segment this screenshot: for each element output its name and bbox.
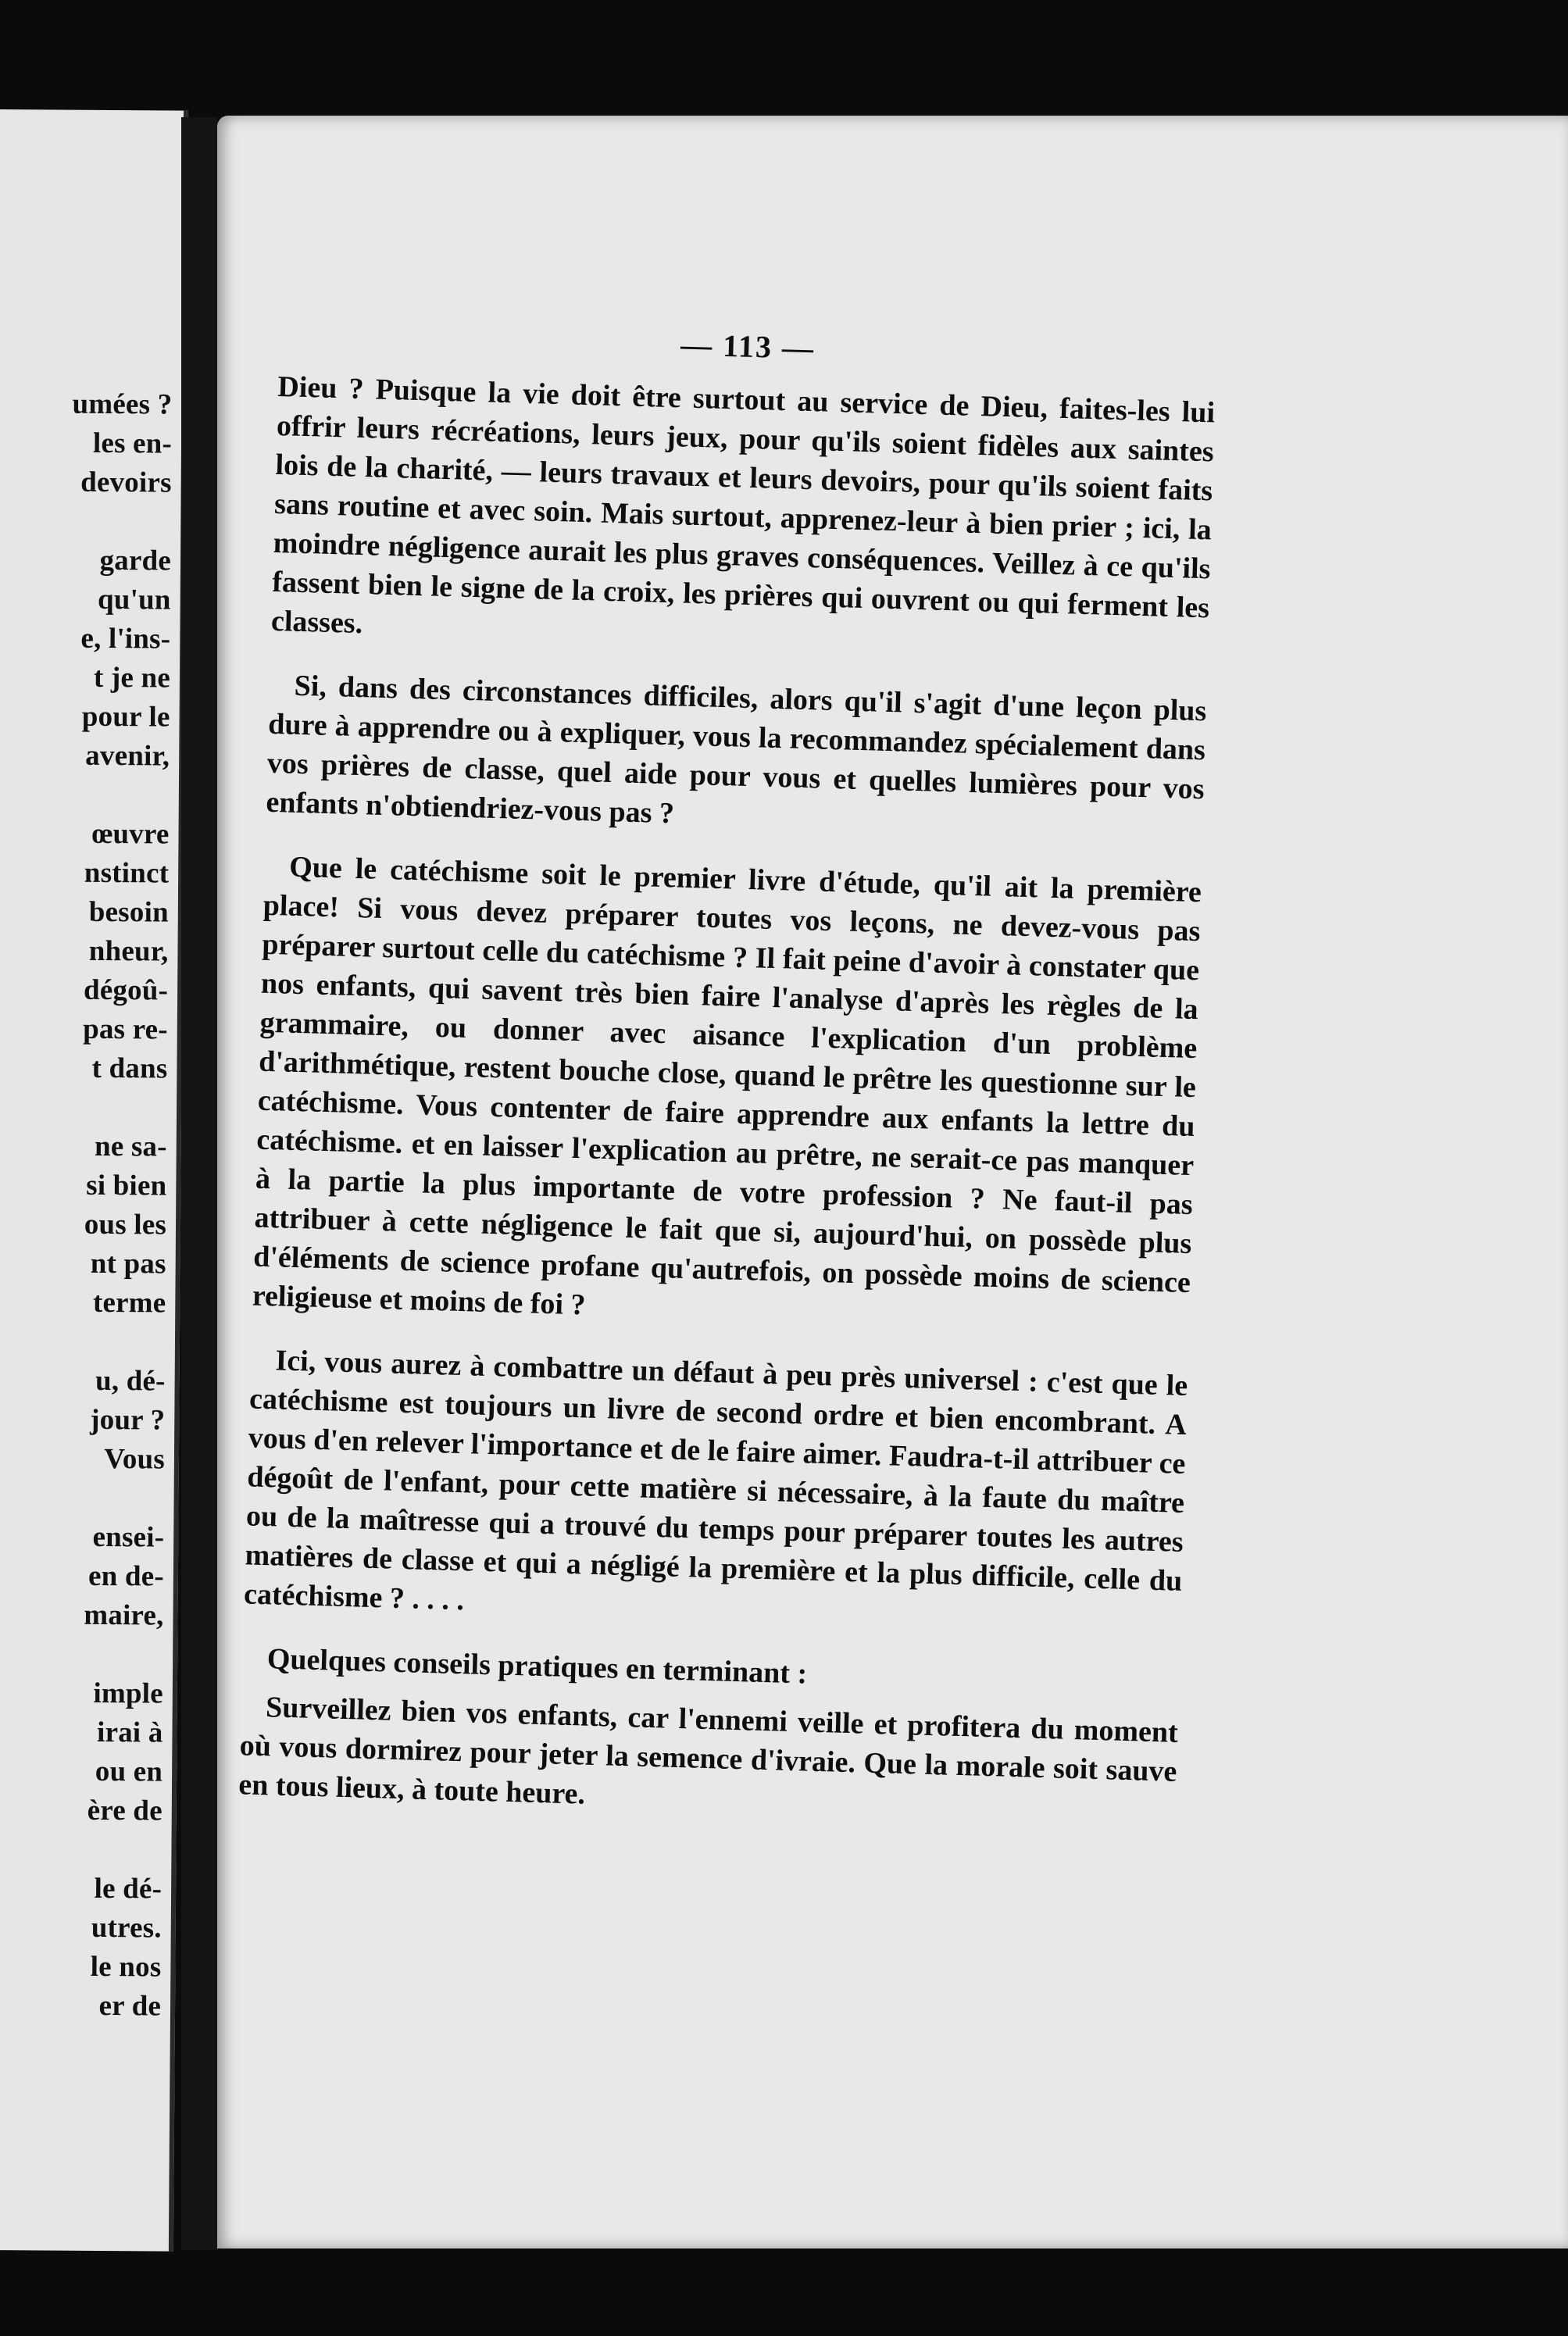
page-number: — 113 — (680, 327, 816, 366)
left-line: u, dé- (95, 1364, 166, 1398)
paragraph: Surveillez bien vos enfants, car l'ennemi veille et profitera du moment où vous dormirez pour jeter la semence d'ivraie. Que la morale soit sauve en tous lieux, à toute heure. (238, 1691, 1179, 1811)
page-content (238, 315, 1217, 1856)
left-line: Vous (104, 1442, 166, 1476)
left-line: dégoû- (83, 973, 169, 1007)
left-line: pas re- (83, 1013, 168, 1046)
left-line: ère de (87, 1794, 163, 1827)
book-gutter (181, 117, 217, 2250)
left-line: pour le (81, 700, 170, 734)
left-line: maire, (84, 1598, 164, 1632)
left-line: jour ? (90, 1403, 166, 1437)
left-line: nt pas (90, 1247, 166, 1281)
left-line (0, 1088, 167, 1128)
left-line: ne sa- (94, 1130, 167, 1163)
left-line: terme (92, 1286, 166, 1320)
left-line: nheur, (88, 934, 169, 968)
left-line: ou en (95, 1755, 163, 1788)
left-line (0, 1478, 165, 1519)
left-line: ensei- (92, 1520, 165, 1554)
paragraph: Dieu ? Puisque la vie doit être surtout au service de Dieu, faites-les lui offrir leurs récréations, leurs jeux, pour qu'ils soient fidèles aux saintes lois de la charité, — leurs travaux et leurs devoirs, pour qu'ils soient faits sans routine et avec soin. Mais surtout, apprenez-leur à bien prier ; ici, la moindre négligence aurait les plus graves conséquences. Veillez à ce qu'ils fassent bien le signe de la croix, les prières qui ouvrent ou qui ferment les classes. (270, 370, 1216, 641)
left-line: imple (93, 1677, 163, 1710)
left-line: umées ? (72, 388, 173, 421)
left-line: si bien (86, 1169, 167, 1202)
left-line: avenir, (85, 739, 170, 773)
left-line: irai à (96, 1716, 163, 1749)
left-line: t dans (91, 1052, 168, 1085)
left-line: les en- (92, 427, 173, 460)
right-page (217, 116, 1568, 2248)
paragraph: Si, dans des circonstances difficiles, alors qu'il s'agit d'une leçon plus dure à apprendre ou à expliquer, vous la recommandez spécialement dans vos prières de classe, quel aide pour vous et quelles lumières pour vos enfants n'obtiendriez-vous pas ? (265, 669, 1207, 830)
left-line: en de- (88, 1559, 165, 1593)
left-line: le nos (90, 1950, 162, 1984)
left-line (0, 1634, 163, 1675)
paragraph: Quelques conseils pratiques en terminant : (266, 1642, 808, 1691)
left-line (0, 1830, 163, 1870)
paragraph: Que le catéchisme soit le premier livre d'étude, qu'il ait la première place! Si vous devez préparer toutes vos leçons, ne devez-vous pas préparer surtout celle du catéchisme ? Il fait peine d'avoir à constater que nos enfants, qui savent très bien faire l'analyse d'après les règles de la grammaire, ou donner avec aisance l'explication d'un problème d'arithmétique, restent bouche close, quand le prêtre les questionne sur le catéchisme. Vous contenter de faire apprendre aux enfants la lettre du catéchisme. et en laisser l'explication au prêtre, ne serait-ce pas manquer à la partie la plus importante de votre profession ? Ne faut-il pas attribuer à cette négligence le fait que si, aujourd'hui, on possède plus d'éléments de science profane qu'autrefois, on possède moins de science religieuse et moins de foi ? (252, 850, 1202, 1322)
left-line (0, 775, 170, 816)
left-line: qu'un (97, 583, 171, 616)
left-line: besoin (88, 895, 169, 929)
left-line: ous les (84, 1208, 167, 1241)
left-page-text-fragments (0, 384, 173, 2027)
left-line: œuvre (91, 817, 170, 851)
left-line: t je ne (93, 661, 171, 695)
left-page (0, 109, 188, 2252)
left-line (0, 502, 171, 542)
left-line: er de (98, 1989, 162, 2023)
left-line: utres. (91, 1911, 162, 1945)
left-line: garde (99, 544, 172, 577)
left-line: devoirs (80, 466, 172, 499)
left-line: le dé- (94, 1872, 163, 1906)
left-line: nstinct (84, 856, 170, 890)
left-line: e, l'ins- (80, 622, 171, 655)
paragraph: Ici, vous aurez à combattre un défaut à peu près universel : c'est que le catéchisme est toujours un livre de second ordre et bien encombrant. A vous d'en relever l'importance et de le faire aimer. Faudra-t-il attribuer ce dégoût de l'enfant, pour cette matière si nécessaire, à la faute du maître ou de la maîtresse qui a trouvé du temps pour préparer toutes les autres matières de classe et qui a négligé la première et la plus difficile, celle du catéchisme ? . . . . (243, 1344, 1188, 1617)
left-line (0, 1322, 166, 1363)
